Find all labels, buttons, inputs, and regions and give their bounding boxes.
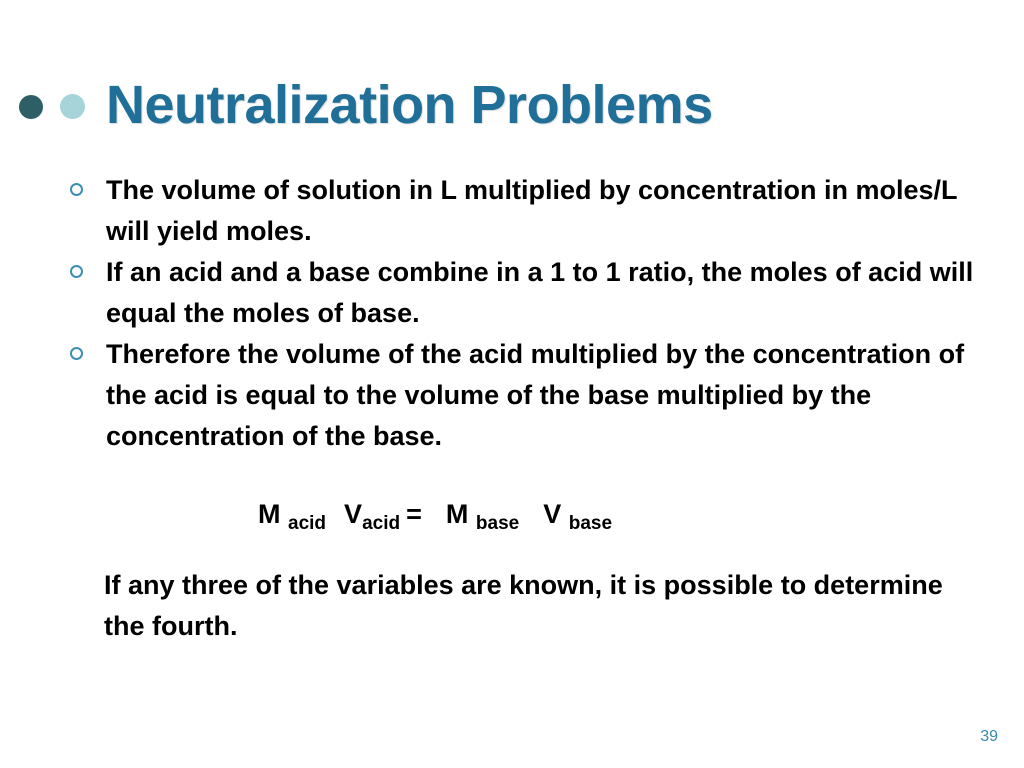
formula-m-acid-subscript: acid — [288, 513, 327, 534]
bullet-text: Therefore the volume of the acid multiplied by the concentration of the acid is equal to the volume of the base multiplied by the concentration of the base. — [106, 339, 965, 451]
page-number: 39 — [980, 728, 998, 745]
slide-title: Neutralization Problems — [106, 75, 713, 135]
bullet-item — [66, 252, 986, 334]
bullet-circle-icon — [70, 347, 83, 360]
neutralization-formula — [258, 499, 612, 535]
conclusion-text: If any three of the variables are known, it is possible to determine the fourth. — [104, 570, 943, 641]
bullet-text: If an acid and a base combine in a 1 to 1 ratio, the moles of acid will equal the moles of base. — [106, 257, 974, 328]
formula-v-acid-subscript: acid — [362, 513, 401, 534]
bullet-circle-icon — [70, 183, 83, 196]
bullet-text: The volume of solution in L multiplied by concentration in moles/L will yield moles. — [106, 175, 958, 246]
formula-v-acid: V — [344, 499, 363, 529]
formula-m-base-subscript: base — [475, 513, 520, 534]
bullet-item — [66, 334, 986, 457]
bullet-item — [66, 170, 986, 252]
decorative-dot-dark-icon — [19, 95, 43, 119]
bullet-circle-icon — [70, 265, 83, 278]
formula-v-base: V — [543, 499, 562, 529]
formula-equals: = — [406, 499, 422, 529]
formula-m-acid: M — [258, 499, 281, 529]
decorative-dot-light-icon — [60, 94, 85, 119]
formula-m-base: M — [445, 499, 469, 529]
formula-v-base-subscript: base — [568, 513, 613, 534]
bullet-list — [66, 170, 986, 457]
